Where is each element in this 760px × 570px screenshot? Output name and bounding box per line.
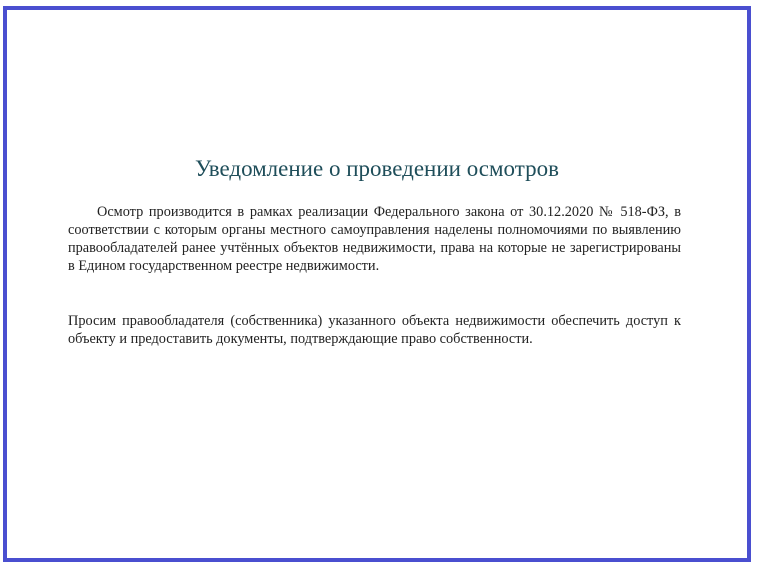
- slide-frame: [3, 6, 751, 562]
- page-title: Уведомление о проведении осмотров: [195, 156, 559, 181]
- paragraph-request: Просим правообладателя (собственника) указанного объекта недвижимости обеспечить доступ к объекту и предоставить документы, подтверждающие право собственности.: [68, 313, 681, 347]
- paragraph-legal-basis: Осмотр производится в рамках реализации Федерального закона от 30.12.2020 № 518-ФЗ, в соответствии с которым органы местного самоуправления наделены полномочиями по выявлению правообладателей ранее учтённых объектов недвижимости, права на которые не зарегистрированы в Едином государственном реестре недвижимости.: [68, 204, 681, 274]
